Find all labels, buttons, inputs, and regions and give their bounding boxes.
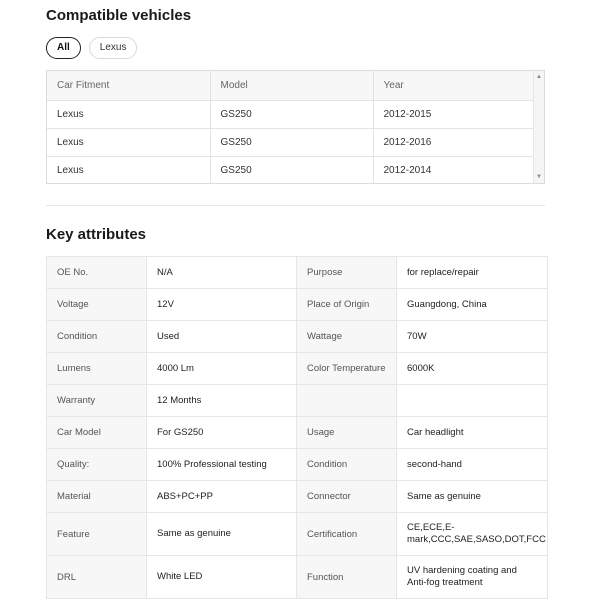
filter-chip-all[interactable]: All (46, 37, 81, 59)
table-row (47, 157, 536, 185)
attribute-value: Same as genuine (397, 481, 548, 513)
table-row (47, 257, 548, 289)
key-attributes-table (46, 256, 548, 599)
attribute-key: Lumens (47, 353, 147, 385)
attribute-value: White LED (147, 556, 297, 599)
attribute-value (397, 385, 548, 417)
attribute-key: Quality: (47, 449, 147, 481)
scroll-up-arrow-icon[interactable]: ▲ (536, 74, 542, 80)
fitment-model: GS250 (210, 129, 373, 157)
fitment-table-container[interactable] (46, 70, 545, 184)
fitment-year: 2012-2014 (373, 157, 536, 185)
table-row (47, 556, 548, 599)
table-row (47, 481, 548, 513)
table-row (47, 417, 548, 449)
attribute-key: Purpose (297, 257, 397, 289)
table-row (47, 449, 548, 481)
attribute-key: Feature (47, 513, 147, 556)
attribute-key: Material (47, 481, 147, 513)
attribute-value: Used (147, 321, 297, 353)
attribute-value: 12 Months (147, 385, 297, 417)
attribute-key: Color Temperature (297, 353, 397, 385)
fitment-header-model: Model (210, 71, 373, 101)
fitment-model: GS250 (210, 157, 373, 185)
attribute-value: for replace/repair (397, 257, 548, 289)
attribute-value: UV hardening coating and Anti-fog treatment (397, 556, 548, 599)
attribute-key (297, 385, 397, 417)
fitment-model: GS250 (210, 101, 373, 129)
attribute-key: Wattage (297, 321, 397, 353)
fitment-year: 2012-2015 (373, 101, 536, 129)
attribute-value: 6000K (397, 353, 548, 385)
fitment-header-car: Car Fitment (47, 71, 210, 101)
attribute-key: OE No. (47, 257, 147, 289)
attribute-key: Car Model (47, 417, 147, 449)
table-row (47, 513, 548, 556)
attribute-key: Certification (297, 513, 397, 556)
attribute-value: 70W (397, 321, 548, 353)
fitment-car: Lexus (47, 129, 210, 157)
attribute-value: 12V (147, 289, 297, 321)
table-row (47, 289, 548, 321)
fitment-header-year: Year (373, 71, 536, 101)
attribute-value: Car headlight (397, 417, 548, 449)
attribute-key: Condition (47, 321, 147, 353)
fitment-table (47, 71, 536, 184)
attribute-value: CE,ECE,E-mark,CCC,SAE,SASO,DOT,FCC (397, 513, 548, 556)
attribute-key: Usage (297, 417, 397, 449)
compatible-vehicles-title: Compatible vehicles (46, 7, 192, 24)
attribute-key: Voltage (47, 289, 147, 321)
attribute-value: N/A (147, 257, 297, 289)
fitment-car: Lexus (47, 101, 210, 129)
attribute-key: Warranty (47, 385, 147, 417)
filter-chip-lexus[interactable]: Lexus (89, 37, 138, 59)
attribute-key: DRL (47, 556, 147, 599)
attribute-value: Same as genuine (147, 513, 297, 556)
attribute-value: 100% Professional testing (147, 449, 297, 481)
attribute-value: Guangdong, China (397, 289, 548, 321)
table-row (47, 129, 536, 157)
table-row (47, 101, 536, 129)
attribute-value: 4000 Lm (147, 353, 297, 385)
section-divider (46, 205, 545, 206)
vehicle-filter-chips (46, 37, 137, 59)
fitment-car: Lexus (47, 157, 210, 185)
fitment-scrollbar[interactable] (533, 71, 544, 183)
attribute-value: ABS+PC+PP (147, 481, 297, 513)
attribute-value: second-hand (397, 449, 548, 481)
table-row (47, 385, 548, 417)
attribute-key: Connector (297, 481, 397, 513)
table-row (47, 353, 548, 385)
scroll-down-arrow-icon[interactable]: ▼ (536, 174, 542, 180)
table-row (47, 321, 548, 353)
fitment-year: 2012-2016 (373, 129, 536, 157)
attribute-value: For GS250 (147, 417, 297, 449)
attribute-key: Function (297, 556, 397, 599)
key-attributes-title: Key attributes (46, 226, 147, 243)
attribute-key: Place of Origin (297, 289, 397, 321)
attribute-key: Condition (297, 449, 397, 481)
